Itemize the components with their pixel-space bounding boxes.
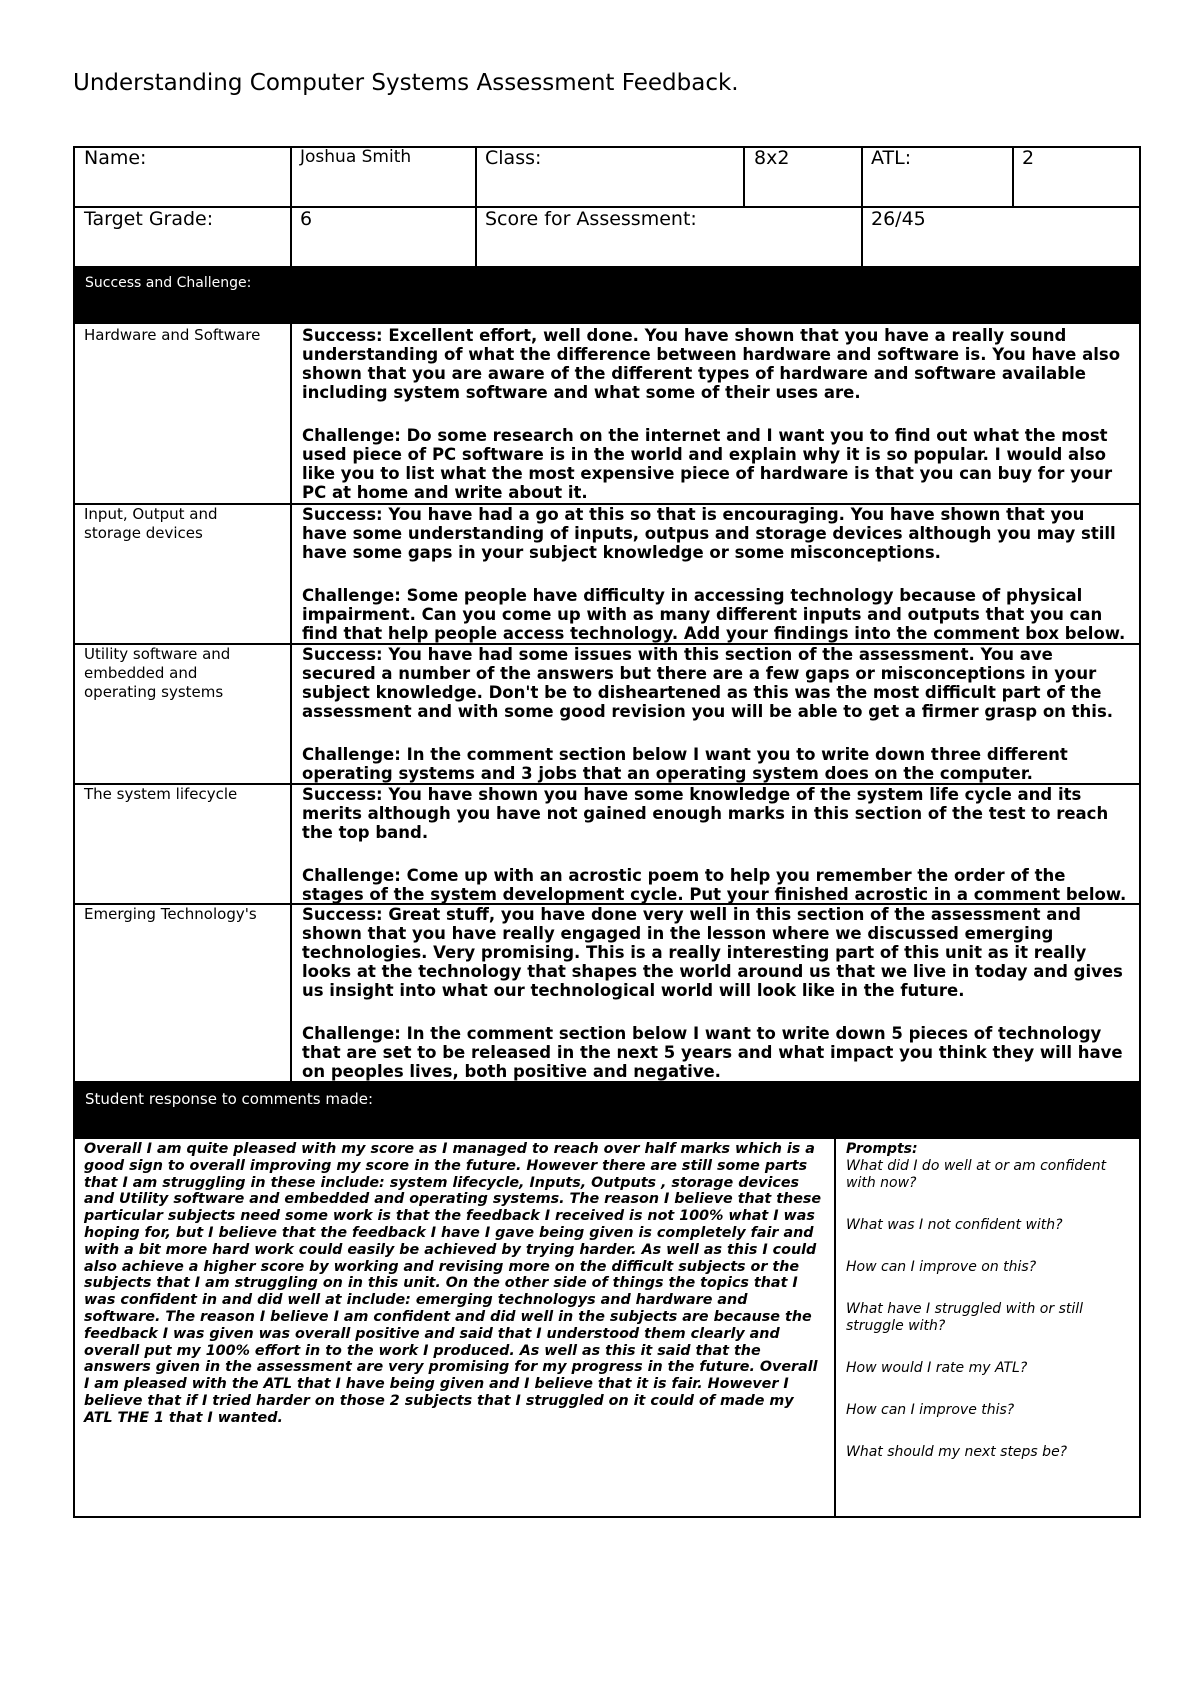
challenge-text: Challenge: Come up with an acrostic poem to help you remember the order of the stages of the system development cycle. Put your finished acrostic in a comment below. [302, 866, 1127, 904]
topic-emerging-technology: Emerging Technology's [84, 905, 257, 923]
prompts-heading: Prompts: [846, 1141, 918, 1157]
prompt-item: How can I improve this? [846, 1402, 1015, 1418]
document-title: Understanding Computer Systems Assessment Feedback. [73, 70, 739, 96]
success-challenge-header [73, 266, 1141, 324]
score-label: Score for Assessment: [485, 208, 697, 230]
prompt-item: What should my next steps be? [846, 1444, 1068, 1460]
atl-value: 2 [1022, 147, 1035, 169]
atl-label: ATL: [871, 147, 912, 169]
prompt-item: How would I rate my ATL? [846, 1360, 1028, 1376]
prompt-item: What did I do well at or am confident with now? [846, 1158, 1107, 1191]
prompt-item: How can I improve on this? [846, 1259, 1037, 1275]
topic-input-output-storage: Input, Output and storage devices [84, 505, 218, 542]
target-grade-label: Target Grade: [84, 208, 214, 230]
student-response-text: Overall I am quite pleased with my score as I managed to reach over half marks which is a good sign to overall improving my score in the future. However there are still some parts that I am struggling in these include: system lifecycle, Inputs, Outputs , storage devices and Utility software and embedded and operating systems. The reason I believe that these particular subjects need some work is that the feedback I received is not 100% what I was hoping for, but I believe that the feedback I have I gave being given is completely fair and with a bit more hard work could easily be achieved by trying harder. As well as this I could also achieve a higher score by working and revising more on the difficult subjects or the subjects that I am struggling on in this unit. On the other side of things the topics that I was confident in and did well at include: emerging technologys and hardware and software. The reason I believe I am confident and did well in the subjects are because the feedback I was given was overall positive and said that I understood them clearly and overall put my 100% effort in to the work I produced. As well as this it said that the answers given in the assessment are very promising for my progress in the future. Overall I am pleased with the ATL that I have being given and I believe that it is fair. However I believe that if I tried harder on those 2 subjects that I struggled on it could of made my ATL THE 1 that I wanted. [84, 1141, 822, 1426]
success-text: Success: You have shown you have some knowledge of the system life cycle and its merits although you have not gained enough marks in this section of the test to reach the top band. [302, 785, 1109, 842]
challenge-text: Challenge: Do some research on the internet and I want you to find out what the most used piece of PC software is in the world and explain why it is so popular. I would also like you to list what the most expensive piece of hardware is that you can buy for your PC at home and write about it. [302, 426, 1113, 502]
challenge-text: Challenge: In the comment section below I want to write down 5 pieces of technology that are set to be released in the next 5 years and what impact you think they will have on peoples lives, both positive and negative. [302, 1024, 1123, 1081]
challenge-text: Challenge: Some people have difficulty in accessing technology because of physical impairment. Can you come up with as many different inputs and outputs that you can find that help people access technology. Add your findings into the comment box below. [302, 586, 1126, 643]
success-text: Success: You have had some issues with this section of the assessment. You ave secured a number of the answers but there are a few gaps or misconceptions in your subject knowledge. Don't be to disheartened as this was the most difficult part of the assessment and with some good revision you will be able to get a firmer grasp on this. [302, 645, 1114, 721]
prompt-item: What have I struggled with or still struggle with? [846, 1301, 1084, 1334]
student-response-header [73, 1081, 1141, 1139]
feedback-hardware-software [302, 326, 1132, 526]
student-response-header-text: Student response to comments made: [85, 1090, 373, 1108]
success-text: Success: Great stuff, you have done very well in this section of the assessment and shown that you have really engaged in the lesson where we discussed emerging technologies. Very promising. This is a really interesting part of this unit as it really looks at the technology that shapes the world around us that we live in today and gives us insight into what our technological world will look like in the future. [302, 905, 1123, 1000]
prompts-panel [846, 1141, 1136, 1486]
success-challenge-header-text: Success and Challenge: [85, 275, 252, 291]
score-value: 26/45 [871, 208, 926, 230]
feedback-emerging-technology [302, 905, 1132, 1105]
feedback-input-output-storage [302, 505, 1132, 667]
feedback-utility-software [302, 645, 1132, 807]
name-label: Name: [84, 147, 147, 169]
success-text: Success: You have had a go at this so that is encouraging. You have shown that you have some understanding of inputs, outpus and storage devices although you may still have some gaps in your subject knowledge or some misconceptions. [302, 505, 1116, 562]
name-value: Joshua Smith [300, 147, 412, 167]
topic-system-lifecycle: The system lifecycle [84, 785, 238, 803]
success-text: Success: Excellent effort, well done. You have shown that you have a really sound understanding of what the difference between hardware and software is. You have also shown that you are aware of the different types of hardware and software available including system software and what some of their uses are. [302, 326, 1121, 402]
target-grade-value: 6 [300, 208, 313, 230]
class-value: 8x2 [754, 147, 790, 169]
challenge-text: Challenge: In the comment section below I want you to write down three different operating systems and 3 jobs that an operating system does on the computer. [302, 745, 1068, 783]
prompt-item: What was I not confident with? [846, 1217, 1063, 1233]
topic-utility-software: Utility software and embedded and operating systems [84, 645, 231, 701]
topic-hardware-software: Hardware and Software [84, 326, 261, 344]
class-label: Class: [485, 147, 542, 169]
